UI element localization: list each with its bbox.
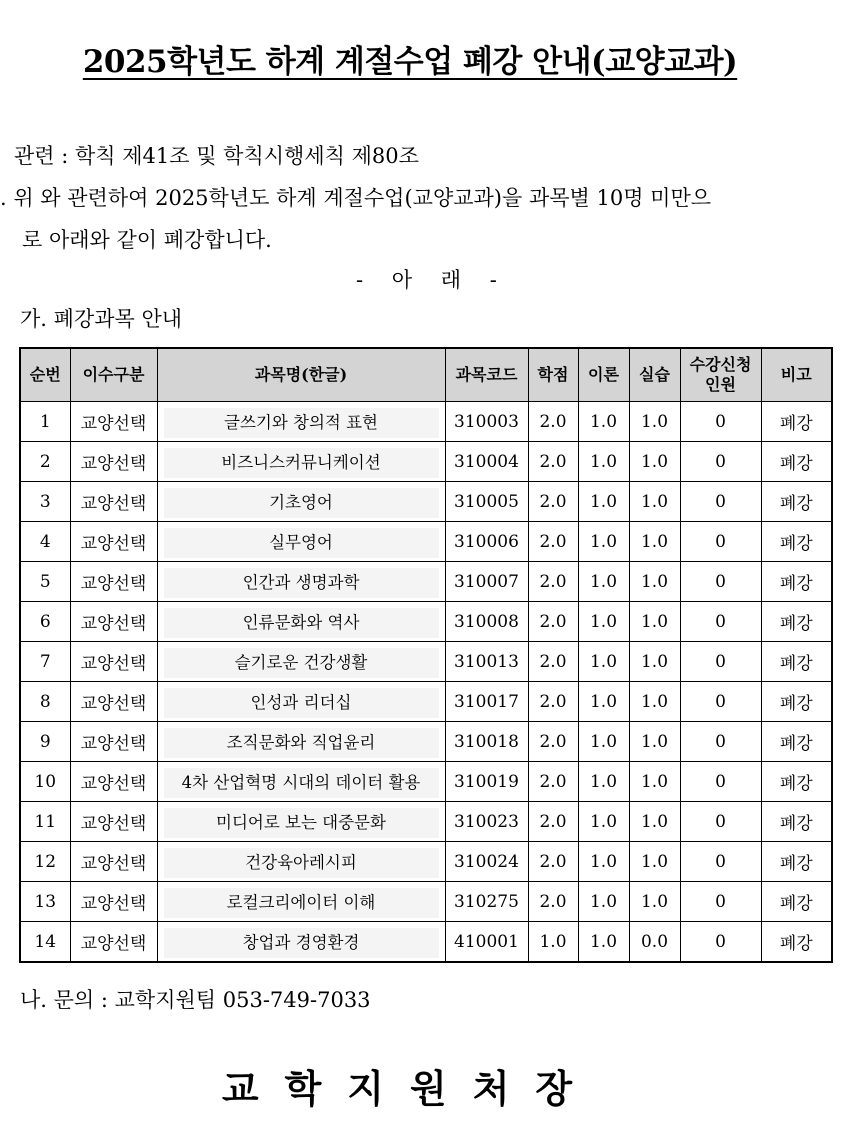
header-remark: 비고 xyxy=(761,348,832,402)
cell-no: 5 xyxy=(20,562,70,602)
cell-course-name xyxy=(157,762,445,802)
course-name-text: 미디어로 보는 대중문화 xyxy=(164,808,439,838)
cell-practice: 1.0 xyxy=(629,722,680,762)
cell-category: 교양선택 xyxy=(70,642,157,682)
table-row xyxy=(20,522,832,562)
cell-remark: 폐강 xyxy=(761,642,832,682)
header-enrolled xyxy=(680,348,761,402)
course-name-text: 인간과 생명과학 xyxy=(164,568,439,598)
cell-theory: 1.0 xyxy=(578,402,629,442)
cell-category: 교양선택 xyxy=(70,442,157,482)
header-no: 순번 xyxy=(20,348,70,402)
cell-code: 310006 xyxy=(445,522,528,562)
table-row xyxy=(20,722,832,762)
cell-enrolled: 0 xyxy=(680,722,761,762)
course-name-text: 창업과 경영환경 xyxy=(164,928,439,958)
cell-theory: 1.0 xyxy=(578,602,629,642)
cell-practice: 1.0 xyxy=(629,762,680,802)
cell-category: 교양선택 xyxy=(70,802,157,842)
cell-theory: 1.0 xyxy=(578,682,629,722)
cell-category: 교양선택 xyxy=(70,602,157,642)
cell-practice: 1.0 xyxy=(629,602,680,642)
cell-remark: 폐강 xyxy=(761,682,832,722)
cell-practice: 1.0 xyxy=(629,802,680,842)
cell-no: 11 xyxy=(20,802,70,842)
cell-code: 310003 xyxy=(445,402,528,442)
table-row xyxy=(20,682,832,722)
cell-credit: 2.0 xyxy=(528,762,578,802)
cell-enrolled: 0 xyxy=(680,882,761,922)
cell-category: 교양선택 xyxy=(70,922,157,963)
header-practice: 실습 xyxy=(629,348,680,402)
course-name-text: 로컬크리에이터 이해 xyxy=(164,888,439,918)
course-name-text: 글쓰기와 창의적 표현 xyxy=(164,408,439,438)
cell-practice: 1.0 xyxy=(629,562,680,602)
cell-category: 교양선택 xyxy=(70,402,157,442)
cell-practice: 1.0 xyxy=(629,402,680,442)
cell-theory: 1.0 xyxy=(578,562,629,602)
cell-course-name xyxy=(157,482,445,522)
cell-theory: 1.0 xyxy=(578,882,629,922)
cell-category: 교양선택 xyxy=(70,882,157,922)
cell-category: 교양선택 xyxy=(70,762,157,802)
cell-course-name xyxy=(157,882,445,922)
cell-code: 310019 xyxy=(445,762,528,802)
cell-theory: 1.0 xyxy=(578,642,629,682)
cell-remark: 폐강 xyxy=(761,722,832,762)
cell-credit: 2.0 xyxy=(528,522,578,562)
cell-theory: 1.0 xyxy=(578,522,629,562)
table-row xyxy=(20,762,832,802)
cell-enrolled: 0 xyxy=(680,762,761,802)
cell-course-name xyxy=(157,682,445,722)
cell-credit: 1.0 xyxy=(528,922,578,963)
section-ga-heading: 가. 폐강과목 안내 xyxy=(20,307,183,331)
cell-enrolled: 0 xyxy=(680,842,761,882)
cell-code: 410001 xyxy=(445,922,528,963)
cell-no: 7 xyxy=(20,642,70,682)
table-row xyxy=(20,802,832,842)
cell-course-name xyxy=(157,642,445,682)
below-label: - 아 래 - xyxy=(356,268,497,292)
cell-practice: 1.0 xyxy=(629,482,680,522)
cell-credit: 2.0 xyxy=(528,842,578,882)
cell-no: 12 xyxy=(20,842,70,882)
cell-practice: 1.0 xyxy=(629,522,680,562)
cell-category: 교양선택 xyxy=(70,842,157,882)
course-name-text: 슬기로운 건강생활 xyxy=(164,648,439,678)
header-code: 과목코드 xyxy=(445,348,528,402)
cell-remark: 폐강 xyxy=(761,442,832,482)
course-name-text: 인성과 리더십 xyxy=(164,688,439,718)
cell-no: 6 xyxy=(20,602,70,642)
cell-credit: 2.0 xyxy=(528,442,578,482)
cell-credit: 2.0 xyxy=(528,882,578,922)
cell-credit: 2.0 xyxy=(528,602,578,642)
reference-line: 관련 : 학칙 제41조 및 학칙시행세칙 제80조 xyxy=(14,144,419,168)
cell-course-name xyxy=(157,602,445,642)
cell-remark: 폐강 xyxy=(761,562,832,602)
course-name-text: 인류문화와 역사 xyxy=(164,608,439,638)
cell-practice: 1.0 xyxy=(629,842,680,882)
table-header-row xyxy=(20,348,832,402)
table-row xyxy=(20,882,832,922)
table-row xyxy=(20,602,832,642)
cell-course-name xyxy=(157,722,445,762)
cell-theory: 1.0 xyxy=(578,762,629,802)
header-course-name: 과목명(한글) xyxy=(157,348,445,402)
cell-course-name xyxy=(157,522,445,562)
cell-theory: 1.0 xyxy=(578,442,629,482)
cell-code: 310013 xyxy=(445,642,528,682)
cell-no: 3 xyxy=(20,482,70,522)
cell-code: 310005 xyxy=(445,482,528,522)
cell-enrolled: 0 xyxy=(680,682,761,722)
cell-enrolled: 0 xyxy=(680,442,761,482)
cell-no: 9 xyxy=(20,722,70,762)
cell-course-name xyxy=(157,922,445,963)
cell-credit: 2.0 xyxy=(528,562,578,602)
table-row xyxy=(20,562,832,602)
cell-category: 교양선택 xyxy=(70,682,157,722)
cell-course-name xyxy=(157,842,445,882)
course-name-text: 실무영어 xyxy=(164,528,439,558)
cell-remark: 폐강 xyxy=(761,762,832,802)
closed-courses-table xyxy=(19,347,833,963)
cell-enrolled: 0 xyxy=(680,602,761,642)
header-enrolled-line2: 인원 xyxy=(705,375,736,394)
cell-theory: 1.0 xyxy=(578,842,629,882)
cell-category: 교양선택 xyxy=(70,522,157,562)
cell-practice: 1.0 xyxy=(629,642,680,682)
cell-credit: 2.0 xyxy=(528,402,578,442)
table-row xyxy=(20,842,832,882)
course-name-text: 건강육아레시피 xyxy=(164,848,439,878)
cell-category: 교양선택 xyxy=(70,482,157,522)
cell-remark: 폐강 xyxy=(761,802,832,842)
cell-theory: 1.0 xyxy=(578,802,629,842)
cell-enrolled: 0 xyxy=(680,482,761,522)
cell-enrolled: 0 xyxy=(680,402,761,442)
course-name-text: 4차 산업혁명 시대의 데이터 활용 xyxy=(164,768,439,798)
header-enrolled-line1: 수강신청 xyxy=(689,355,752,374)
cell-enrolled: 0 xyxy=(680,802,761,842)
cell-theory: 1.0 xyxy=(578,722,629,762)
cell-course-name xyxy=(157,802,445,842)
cell-no: 1 xyxy=(20,402,70,442)
cell-remark: 폐강 xyxy=(761,482,832,522)
cell-code: 310007 xyxy=(445,562,528,602)
body-line-2: 로 아래와 같이 폐강합니다. xyxy=(22,228,272,252)
cell-practice: 1.0 xyxy=(629,882,680,922)
cell-no: 14 xyxy=(20,922,70,963)
table-row xyxy=(20,922,832,963)
cell-remark: 폐강 xyxy=(761,842,832,882)
cell-remark: 폐강 xyxy=(761,402,832,442)
table-row xyxy=(20,482,832,522)
cell-code: 310017 xyxy=(445,682,528,722)
cell-no: 4 xyxy=(20,522,70,562)
cell-code: 310023 xyxy=(445,802,528,842)
table-row xyxy=(20,402,832,442)
page-title: 2025학년도 하계 계절수업 폐강 안내(교양교과) xyxy=(82,44,738,80)
cell-enrolled: 0 xyxy=(680,522,761,562)
cell-enrolled: 0 xyxy=(680,562,761,602)
table-row xyxy=(20,442,832,482)
cell-credit: 2.0 xyxy=(528,802,578,842)
course-name-text: 비즈니스커뮤니케이션 xyxy=(164,448,439,478)
cell-no: 2 xyxy=(20,442,70,482)
cell-category: 교양선택 xyxy=(70,722,157,762)
cell-credit: 2.0 xyxy=(528,722,578,762)
cell-enrolled: 0 xyxy=(680,922,761,963)
signature: 교학지원처장 xyxy=(221,1066,599,1111)
cell-credit: 2.0 xyxy=(528,642,578,682)
header-category: 이수구분 xyxy=(70,348,157,402)
cell-theory: 1.0 xyxy=(578,482,629,522)
course-name-text: 조직문화와 직업윤리 xyxy=(164,728,439,758)
cell-remark: 폐강 xyxy=(761,602,832,642)
cell-no: 8 xyxy=(20,682,70,722)
cell-remark: 폐강 xyxy=(761,922,832,963)
cell-credit: 2.0 xyxy=(528,682,578,722)
cell-code: 310024 xyxy=(445,842,528,882)
cell-remark: 폐강 xyxy=(761,522,832,562)
cell-enrolled: 0 xyxy=(680,642,761,682)
cell-code: 310008 xyxy=(445,602,528,642)
body-line-1: . 위 와 관련하여 2025학년도 하계 계절수업(교양교과)을 과목별 10명 미만으 xyxy=(0,186,712,210)
cell-no: 10 xyxy=(20,762,70,802)
cell-practice: 1.0 xyxy=(629,442,680,482)
cell-code: 310275 xyxy=(445,882,528,922)
header-credit: 학점 xyxy=(528,348,578,402)
cell-category: 교양선택 xyxy=(70,562,157,602)
cell-theory: 1.0 xyxy=(578,922,629,963)
table-body xyxy=(20,402,832,963)
cell-code: 310004 xyxy=(445,442,528,482)
cell-practice: 0.0 xyxy=(629,922,680,963)
cell-course-name xyxy=(157,562,445,602)
section-na-contact: 나. 문의 : 교학지원팀 053-749-7033 xyxy=(20,988,371,1012)
cell-remark: 폐강 xyxy=(761,882,832,922)
header-theory: 이론 xyxy=(578,348,629,402)
cell-credit: 2.0 xyxy=(528,482,578,522)
cell-course-name xyxy=(157,442,445,482)
course-name-text: 기초영어 xyxy=(164,488,439,518)
cell-no: 13 xyxy=(20,882,70,922)
cell-practice: 1.0 xyxy=(629,682,680,722)
cell-course-name xyxy=(157,402,445,442)
cell-code: 310018 xyxy=(445,722,528,762)
table-row xyxy=(20,642,832,682)
